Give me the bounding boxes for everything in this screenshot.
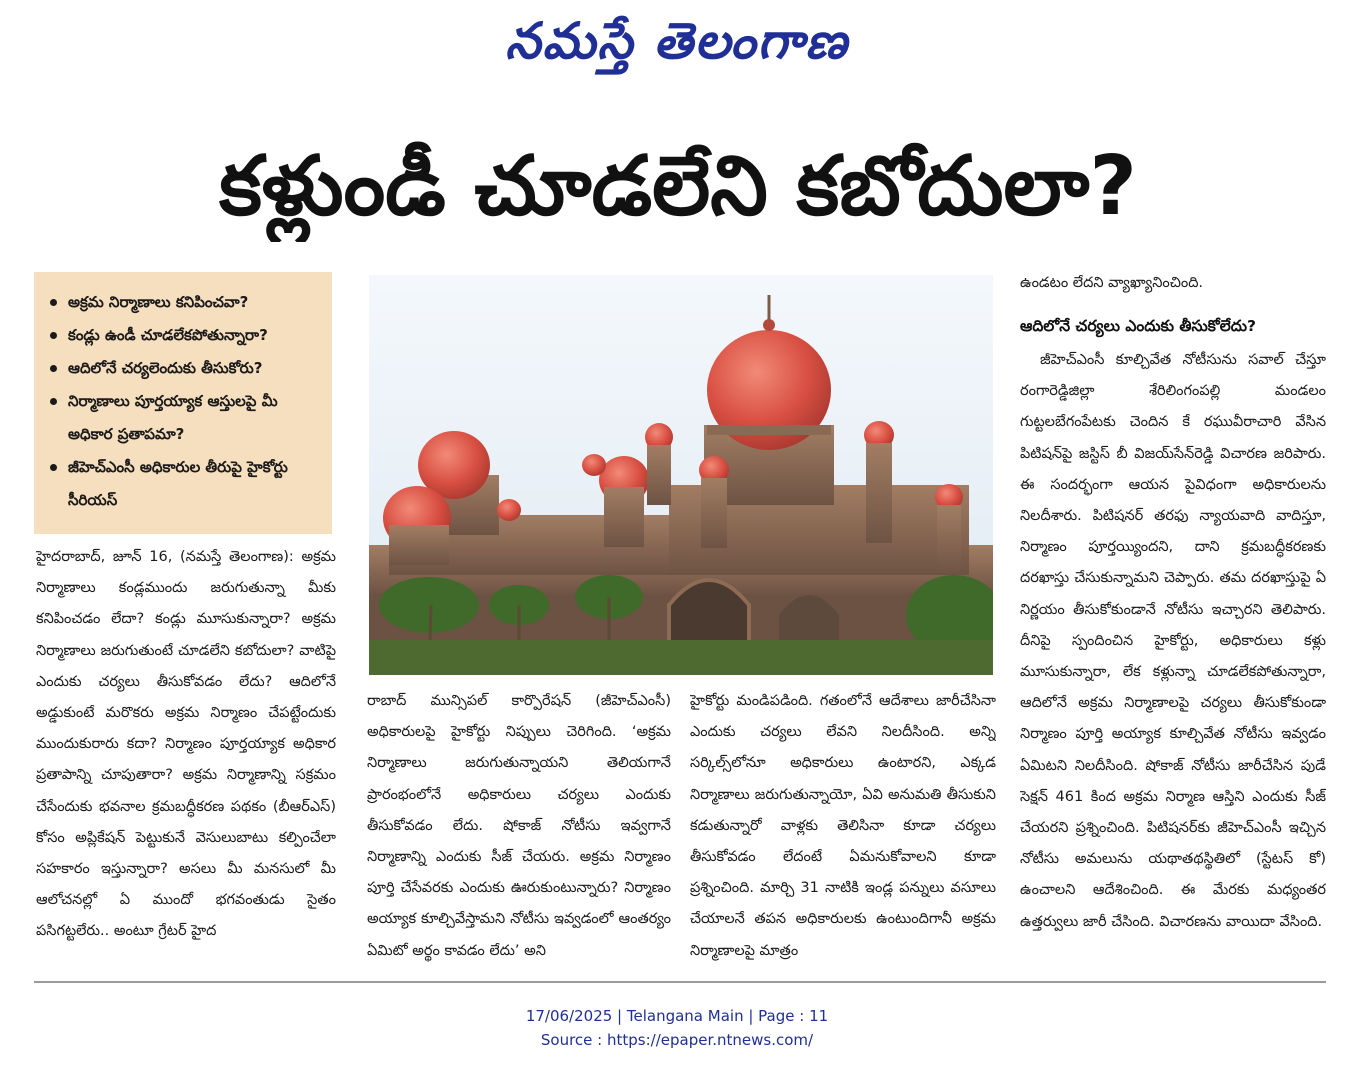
highlights-box (34, 272, 332, 534)
highlight-item (48, 385, 322, 451)
highlight-text: ఆదిలోనే చర్యలెందుకు తీసుకోరు? (68, 359, 263, 377)
article-column-4 (1020, 345, 1326, 965)
highlights-list (48, 286, 322, 517)
bullet-icon (50, 332, 57, 339)
highlight-text: కండ్లు ఉండీ చూడలేకపోతున్నారా? (68, 326, 268, 344)
highlight-text: జీహెచ్ఎంసీ అధికారుల తీరుపై హైకోర్టు సీరియస్ (68, 458, 288, 509)
highlight-item (48, 319, 322, 352)
high-court-building-image (369, 275, 993, 675)
highlight-text: నిర్మాణాలు పూర్తయ్యాక ఆస్తులపై మీ అధికార ప్రతాపమా? (68, 392, 278, 443)
highlight-item (48, 286, 322, 319)
footer-source: Source : https://epaper.ntnews.com/ (540, 1031, 814, 1049)
paragraph: రాబాద్ మున్సిపల్ కార్పొరేషన్ (జీహెచ్ఎంసీ) అధికారులపై హైకోర్టు నిప్పులు చెరిగింది. ‘అక్రమ నిర్మాణాలు జరుగుతున్నాయని తెలియగానే ప్రారంభంలోనే అధికారులు చర్యలు ఎందుకు తీసుకోవడం లేదు. షోకాజ్ నోటీసు ఇవ్వగానే నిర్మాణాన్ని ఎందుకు సీజ్ చేయరు. అక్రమ నిర్మాణం పూర్తి చేసేవరకు ఎందుకు ఊరుకుంటున్నారు? నిర్మాణం అయ్యాక కూల్చివేస్తామని నోటీసు ఇవ్వడంలో ఆంతర్యం ఏమిటో అర్థం కావడం లేదు’ అని (367, 693, 671, 959)
paragraph: జీహెచ్ఎంసీ కూల్చివేత నోటీసును సవాల్ చేస్తూ రంగారెడ్డిజిల్లా శేరిలింగంపల్లి మండలం గుట్టలబేగంపేటకు చెందిన కే రఘువీరాచారి వేసిన పిటిషన్‌పై జస్టిస్ బీ విజయ్‌సేన్‌రెడ్డి విచారణ జరిపారు. ఈ సందర్భంగా ఆయన పైవిధంగా అధికారులను నిలదీశారు. పిటిషనర్ తరఫు న్యాయవాది వాదిస్తూ, నిర్మాణం పూర్తయ్యిందని, దాని క్రమబద్ధీకరణకు దరఖాస్తు చేసుకున్నామని చెప్పారు. తమ దరఖాస్తుపై ఏ నిర్ణయం తీసుకోకుండానే నోటీసు ఇచ్చారని తెలిపారు. దీనిపై స్పందించిన హైకోర్టు, అధికారులు కళ్లు మూసుకున్నారా, లేక కళ్లున్నా చూడలేకపోతున్నారా, ఆదిలోనే అక్రమ నిర్మాణాలపై చర్యలు తీసుకోకుండా నిర్మాణం పూర్తి అయ్యాక కూల్చివేత నోటీసు ఇవ్వడం ఏమిటని నిలదీసింది. షోకాజ్ నోటీసు జారీచేసిన పుడే సెక్షన్ 461 కింద అక్రమ నిర్మాణ ఆస్తిని ఎందుకు సీజ్ చేయరని ప్రశ్నించింది. పిటిషనర్‌కు జీహెచ్ఎంసీ ఇచ్చిన నోటీసు అమలును యథాతథస్థితిలో (స్టేటస్ కో) ఉంచాలని ఆదేశించింది. ఈ మేరకు మధ్యంతర ఉత్తర్వులు జారీ చేసింది. విచారణను వాయిదా వేసింది. (1020, 352, 1326, 930)
article-column-3 (690, 686, 996, 964)
highlight-text: అక్రమ నిర్మాణాలు కనిపించవా? (68, 293, 249, 311)
paragraph: ఉండటం లేదని వ్యాఖ్యానించింది. (1020, 275, 1204, 291)
footer-edition-info: 17/06/2025 | Telangana Main | Page : 11 (525, 1007, 829, 1025)
bullet-icon (50, 365, 57, 372)
highlight-item (48, 352, 322, 385)
article-headline: కళ్లుండీ చూడలేని కబోదులా? (219, 139, 1137, 234)
article-subheading: ఆదిలోనే చర్యలు ఎందుకు తీసుకోలేదు? (1020, 317, 1257, 335)
highlight-item (48, 451, 322, 517)
bullet-icon (50, 398, 57, 405)
article-column-4-lead (1020, 268, 1326, 300)
newspaper-masthead: నమస్తే తెలంగాణ (505, 12, 849, 70)
bullet-icon (50, 464, 57, 471)
high-court-photo (369, 275, 993, 675)
paragraph: హైకోర్టు మండిపడింది. గతంలోనే ఆదేశాలు జారీచేసినా ఎందుకు చర్యలు లేవని నిలదీసింది. అన్ని సర్కిల్స్‌లోనూ అధికారులు ఉంటారని, ఎక్కడ నిర్మాణాలు జరుగుతున్నాయో, ఏవి అనుమతి తీసుకుని కడుతున్నారో వాళ్లకు తెలిసినా కూడా చర్యలు తీసుకోవడం లేదంటే ఏమనుకోవాలని కూడా ప్రశ్నించింది. మార్చి 31 నాటికి ఇండ్ల పన్నులు వసూలు చేయాలనే తపన అధికారులకు ఉంటుందిగానీ అక్రమ నిర్మాణాలపై మాత్రం (690, 693, 996, 959)
paragraph: హైదరాబాద్, జూన్ 16, (నమస్తే తెలంగాణ): అక్రమ నిర్మాణాలు కండ్లముందు జరుగుతున్నా మీకు కనిపించడం లేదా? కండ్లు మూసుకున్నారా? అక్రమ నిర్మాణాలు జరుగుతుంటే చూడలేని కబోదులా? వాటిపై ఎందుకు చర్యలు తీసుకోవడం లేదు? ఆదిలోనే అడ్డుకుంటే మరొకరు అక్రమ నిర్మాణం చేపట్టేందుకు ముందుకురారు కదా? నిర్మాణం పూర్తయ్యాక అధికార ప్రతాపాన్ని చూపుతారా? అక్రమ నిర్మాణాన్ని సక్రమం చేసేందుకు భవనాల క్రమబద్ధీకరణ పథకం (బీఆర్ఎస్) కోసం అప్లికేషన్ పెట్టుకునే వెసులుబాటు కల్పించేలా సహకారం ఇస్తున్నారా? అసలు మీ మనసులో మీ ఆలోచనల్లో ఏ ముందో భగవంతుడు సైతం పసిగట్టలేరు.. అంటూ గ్రేటర్ హైద (36, 549, 336, 940)
article-column-1 (36, 542, 336, 964)
footer-divider (34, 981, 1326, 983)
article-column-2 (367, 686, 671, 964)
bullet-icon (50, 299, 57, 306)
